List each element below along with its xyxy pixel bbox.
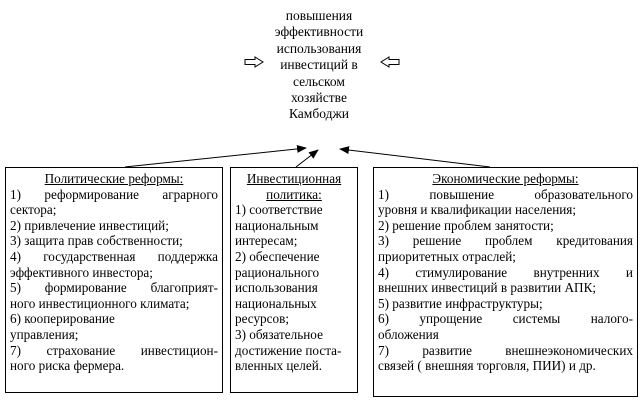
economic-line: 6) упрощение системы налого- — [378, 311, 633, 327]
political-line: 7) страхование инвестицион- — [10, 342, 218, 358]
economic-reforms-title: Экономические реформы: — [432, 171, 579, 186]
goal-line: эффективности — [274, 24, 364, 40]
political-reforms-box — [5, 167, 223, 393]
economic-line: 3) решение проблем кредитования — [378, 233, 633, 249]
political-reforms-title: Политические реформы: — [44, 171, 184, 186]
economic-line: 5) развитие инфраструктуры; — [378, 295, 543, 311]
arrow-economic-to-goal — [340, 149, 490, 167]
political-line: сектора; — [10, 202, 57, 218]
political-line: ного риска фермера. — [10, 358, 125, 374]
political-line: 4) государственная поддержка — [10, 248, 218, 264]
investment-policy-box — [230, 167, 358, 393]
investment-line: национальным — [235, 217, 319, 233]
investment-line: вленных целей. — [235, 358, 323, 374]
political-line: ного инвестиционного климата; — [10, 295, 190, 311]
economic-line: 1) повышение образовательного — [378, 186, 633, 202]
economic-line: уровня и квалификации населения; — [378, 202, 577, 218]
investment-line: использования — [235, 280, 318, 296]
political-line: управления; — [10, 326, 79, 342]
political-line: 1) реформирование аграрного — [10, 186, 218, 202]
arrow-investment-to-goal — [296, 150, 318, 167]
economic-line: 4) стимулирование внутренних и — [378, 264, 633, 280]
investment-line: интересам; — [235, 233, 298, 249]
investment-line: 3) обязательное — [235, 326, 323, 342]
political-line: 5) формирование благоприят- — [10, 280, 218, 296]
goal-line: инвестиций в — [280, 57, 358, 73]
political-line: эффективного инвестора; — [10, 264, 153, 280]
economic-line: 7) развитие внешнеэкономических — [378, 342, 633, 358]
political-line: 2) привлечение инвестиций; — [10, 217, 169, 233]
economic-reforms-box — [373, 167, 638, 397]
goal-line: сельском — [293, 73, 345, 89]
goal-line: повышения — [285, 8, 353, 23]
economic-line: приоритетных отраслей; — [378, 248, 516, 264]
investment-line: ресурсов; — [235, 311, 289, 327]
goal-line: хозяйстве — [291, 90, 347, 106]
investment-line: достижение поста- — [235, 342, 342, 358]
economic-line: 2) решение проблем занятости; — [378, 217, 554, 233]
goal-line: использования — [276, 40, 362, 56]
goal-line: Камбоджи — [288, 106, 349, 122]
investment-line: 1) соответствие — [235, 202, 323, 218]
investment-line: национальных — [235, 295, 317, 311]
arrow-political-to-goal — [125, 148, 306, 167]
political-line: 3) защита прав собственности; — [10, 233, 183, 249]
investment-line: рационального — [235, 264, 320, 280]
economic-line: связей ( внешняя торговля, ПИИ) и др. — [378, 358, 596, 374]
economic-line: внешних инвестиций в развитии АПК; — [378, 280, 597, 296]
investment-line: 2) обеспечение — [235, 248, 320, 264]
political-line: 6) кооперирование — [10, 311, 115, 327]
investment-policy-title-line2: политика: — [266, 186, 322, 202]
investment-policy-title-line1: Инвестиционная — [246, 171, 342, 186]
economic-line: обложения — [378, 326, 439, 342]
